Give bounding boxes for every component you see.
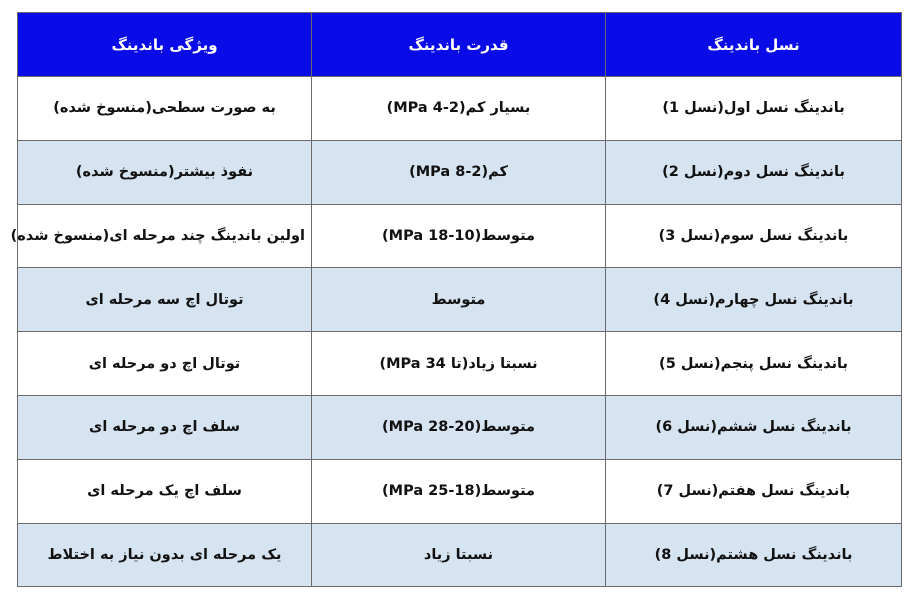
header-feature: ویژگی باندینگ	[18, 13, 312, 77]
table-row	[18, 77, 902, 141]
table-row	[18, 332, 902, 396]
cell-strength: بسیار کم(2-4 MPa)	[312, 77, 606, 141]
cell-feature: توتال اچ دو مرحله ای	[18, 332, 312, 396]
cell-generation: باندینگ نسل هفتم(نسل 7)	[606, 459, 902, 523]
table-row	[18, 204, 902, 268]
table-row	[18, 459, 902, 523]
table-row	[18, 523, 902, 587]
cell-generation: باندینگ نسل هشتم(نسل 8)	[606, 523, 902, 587]
header-row	[18, 13, 902, 77]
cell-generation: باندینگ نسل اول(نسل 1)	[606, 77, 902, 141]
cell-strength: متوسط(18-25 MPa)	[312, 459, 606, 523]
cell-generation: باندینگ نسل پنجم(نسل 5)	[606, 332, 902, 396]
cell-generation: باندینگ نسل چهارم(نسل 4)	[606, 268, 902, 332]
cell-generation: باندینگ نسل سوم(نسل 3)	[606, 204, 902, 268]
cell-generation: باندینگ نسل ششم(نسل 6)	[606, 395, 902, 459]
cell-feature: توتال اچ سه مرحله ای	[18, 268, 312, 332]
cell-strength: نسبتا زیاد	[312, 523, 606, 587]
cell-feature: سلف اچ دو مرحله ای	[18, 395, 312, 459]
table-row	[18, 140, 902, 204]
cell-feature: به صورت سطحی(منسوخ شده)	[18, 77, 312, 141]
header-generation: نسل باندینگ	[606, 13, 902, 77]
table-row	[18, 268, 902, 332]
cell-feature: نفوذ بیشتر(منسوخ شده)	[18, 140, 312, 204]
cell-feature: اولین باندینگ چند مرحله ای(منسوخ شده)	[18, 204, 312, 268]
cell-strength: کم(2-8 MPa)	[312, 140, 606, 204]
cell-feature: یک مرحله ای بدون نیاز به اختلاط	[18, 523, 312, 587]
header-strength: قدرت باندینگ	[312, 13, 606, 77]
bonding-generations-table	[10, 12, 902, 587]
cell-generation: باندینگ نسل دوم(نسل 2)	[606, 140, 902, 204]
cell-strength: نسبتا زیاد(تا 34 MPa)	[312, 332, 606, 396]
cell-strength: متوسط	[312, 268, 606, 332]
cell-strength: متوسط(10-18 MPa)	[312, 204, 606, 268]
cell-strength: متوسط(20-28 MPa)	[312, 395, 606, 459]
table-row	[18, 395, 902, 459]
cell-feature: سلف اچ یک مرحله ای	[18, 459, 312, 523]
